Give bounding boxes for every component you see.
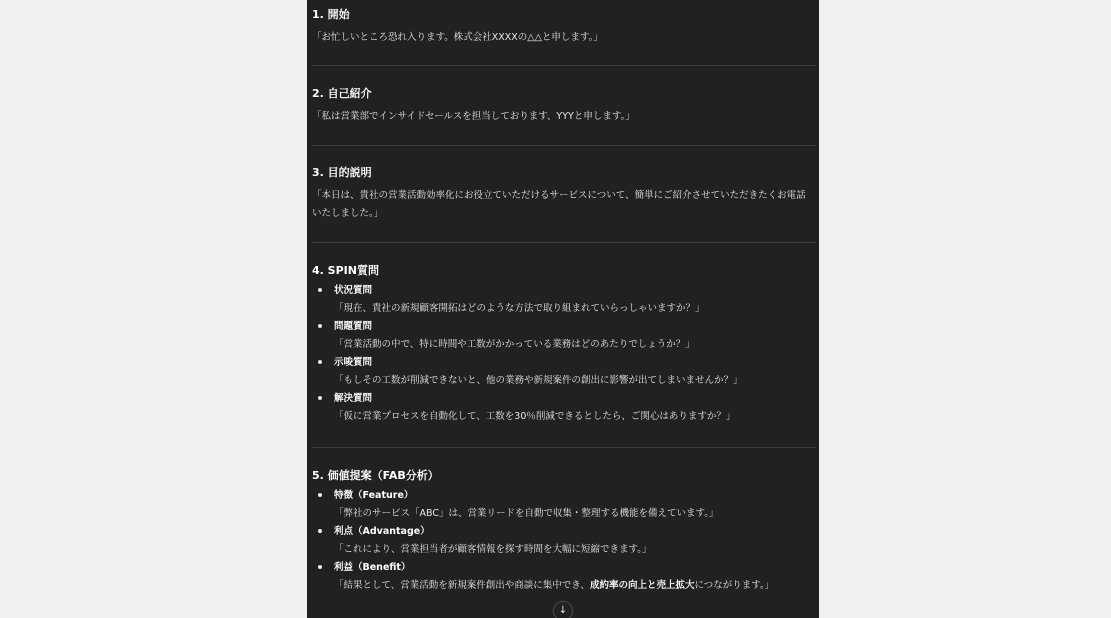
bullet-icon	[318, 493, 322, 497]
bullet-icon	[318, 288, 322, 292]
bullet-icon	[318, 360, 322, 364]
bullet-icon	[318, 324, 322, 328]
section-self-intro	[312, 87, 814, 126]
list-item	[312, 354, 814, 390]
bullet-icon	[318, 529, 322, 533]
section-divider	[312, 145, 816, 146]
item-title: 利益（Benefit）	[334, 562, 411, 573]
section-heading: 2. 自己紹介	[312, 87, 372, 100]
item-text: 「もしその工数が削減できないと、他の業務や新規案件の創出に影響が出てしまいませんか？」	[334, 375, 743, 386]
list-item	[312, 318, 814, 354]
section-opening	[312, 8, 814, 47]
item-title: 示唆質問	[334, 357, 373, 368]
item-text-start: 「結果として、営業活動を新規案件創出や商談に集中でき、	[334, 580, 590, 591]
section-divider	[312, 65, 816, 66]
item-title: 特徴（Feature）	[334, 490, 414, 501]
section-divider	[312, 242, 816, 243]
section-heading: 1. 開始	[312, 8, 350, 21]
item-title: 問題質問	[334, 321, 373, 332]
section-heading: 3. 目的説明	[312, 166, 372, 179]
item-title: 利点（Advantage）	[334, 526, 430, 537]
list-item	[312, 559, 814, 595]
item-text-end: につながります。」	[694, 580, 775, 591]
section-heading: 4. SPIN質問	[312, 264, 379, 277]
section-heading: 5. 価値提案（FAB分析）	[312, 469, 439, 482]
fab-list	[312, 487, 814, 595]
section-text: 「本日は、貴社の営業活動効率化にお役立ていただけるサービスについて、簡単にご紹介させていただきたくお電話いたしました。」	[312, 190, 806, 219]
item-text: 「営業活動の中で、特に時間や工数がかかっている業務はどのあたりでしょうか？」	[334, 339, 695, 350]
list-item	[312, 487, 814, 523]
item-title: 状況質問	[334, 285, 373, 296]
list-item	[312, 390, 814, 426]
item-text: 「仮に営業プロセスを自動化して、工数を30％削減できるとしたら、ご関心はありますか？」	[334, 411, 736, 422]
section-divider	[312, 447, 816, 448]
item-text: 「弊社のサービス「ABC」は、営業リードを自動で収集・整理する機能を備えています。」	[334, 508, 719, 519]
section-purpose	[312, 166, 814, 223]
arrow-down-icon: ↓	[558, 605, 568, 616]
item-text	[334, 576, 814, 595]
item-text: 「現在、貴社の新規顧客開拓はどのような方法で取り組まれていらっしゃいますか？」	[334, 303, 705, 314]
list-item	[312, 523, 814, 559]
list-item	[312, 282, 814, 318]
item-text-emphasis: 成約率の向上と売上拡大	[589, 580, 695, 591]
section-value-proposition	[312, 469, 814, 595]
spin-question-list	[312, 282, 814, 426]
item-text: 「これにより、営業担当者が顧客情報を探す時間を大幅に短縮できます。」	[334, 544, 652, 555]
chat-message-panel	[307, 0, 819, 618]
section-spin-questions	[312, 264, 814, 426]
section-text: 「お忙しいところ恐れ入ります。株式会社XXXXの△△と申します。」	[312, 32, 603, 43]
scroll-to-bottom-button[interactable]	[553, 601, 573, 618]
item-title: 解決質問	[334, 393, 373, 404]
bullet-icon	[318, 565, 322, 569]
section-text: 「私は営業部でインサイドセールスを担当しております、YYYと申します。」	[312, 111, 635, 122]
bullet-icon	[318, 396, 322, 400]
